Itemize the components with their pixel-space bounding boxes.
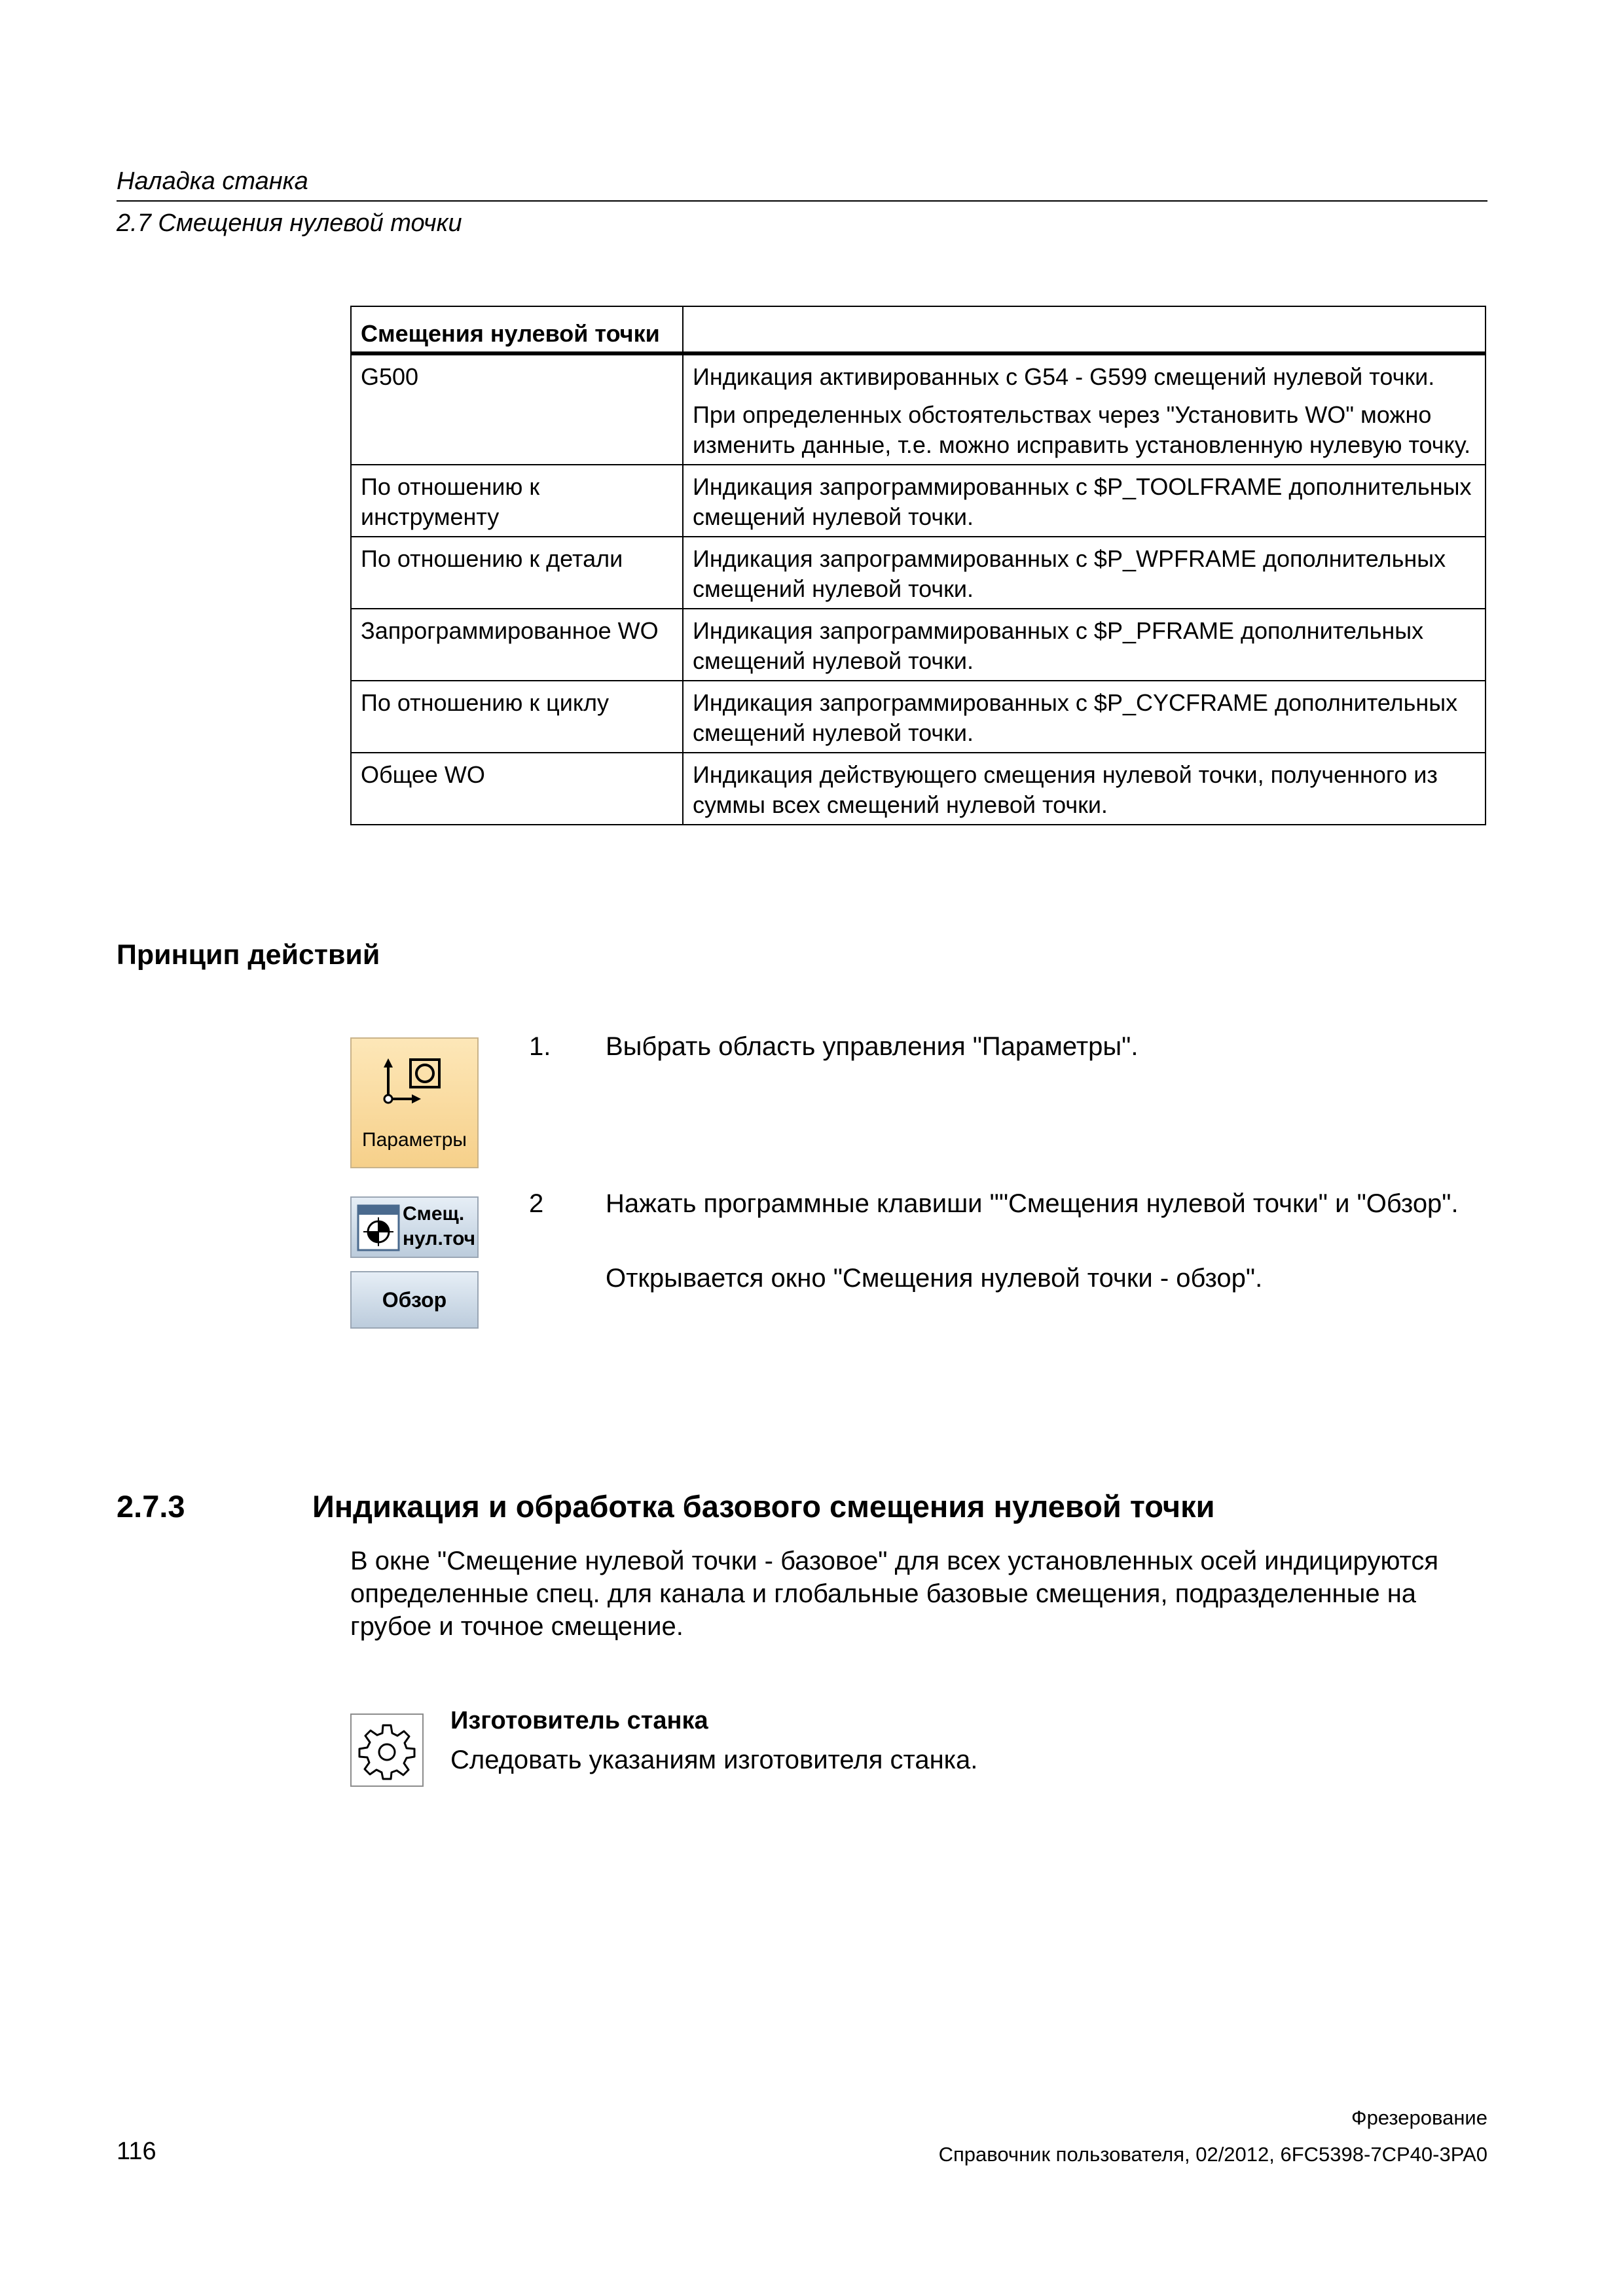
parameters-softkey-label: Параметры	[362, 1129, 467, 1151]
step-number: 2	[529, 1189, 544, 1218]
table-cell-name: По отношению к инструменту	[351, 465, 683, 537]
table-cell-name: По отношению к циклу	[351, 681, 683, 753]
footer-document: Справочник пользователя, 02/2012, 6FC5398-7CP40-3PA0	[938, 2143, 1487, 2166]
table-header-cell: Смещения нулевой точки	[351, 306, 683, 353]
zero-offsets-table	[350, 306, 1486, 825]
subsection-body: В окне "Смещение нулевой точки - базовое" для всех установленных осей индицируются определенные спец. для канала и глобальные базовые смещения, подразделенные на грубое и точное смещение.	[350, 1547, 1439, 1641]
table-row	[351, 537, 1486, 609]
parameters-icon	[374, 1053, 446, 1112]
table-cell-paragraph: Индикация активированных с G54 - G599 смещений нулевой точки.	[693, 363, 1435, 390]
zero-offset-softkey-line2: нул.точ	[403, 1228, 476, 1249]
table-cell-name: Запрограммированное WO	[351, 609, 683, 681]
step-text: Выбрать область управления "Параметры".	[606, 1032, 1139, 1061]
overview-softkey[interactable]	[350, 1271, 479, 1329]
manufacturer-note-title: Изготовитель станка	[450, 1707, 708, 1734]
table-row	[351, 353, 1486, 465]
table-cell-desc: Индикация запрограммированных с $P_PFRAME дополнительных смещений нулевой точки.	[683, 609, 1486, 681]
table-header-row	[351, 306, 1486, 353]
page-number: 116	[117, 2138, 156, 2165]
manufacturer-note-text: Следовать указаниям изготовителя станка.	[450, 1746, 978, 1774]
zero-offset-icon	[357, 1204, 400, 1251]
subsection-title: Индикация и обработка базового смещения нулевой точки	[312, 1489, 1215, 1524]
step-number: 1.	[529, 1032, 551, 1061]
table-cell-desc: Индикация запрограммированных с $P_WPFRAME дополнительных смещений нулевой точки.	[683, 537, 1486, 609]
table-cell-name: Общее WO	[351, 753, 683, 825]
table-row	[351, 609, 1486, 681]
table-cell-desc	[683, 353, 1486, 465]
zero-offset-softkey-line1: Смещ.	[403, 1203, 465, 1225]
table-cell-desc: Индикация действующего смещения нулевой точки, полученного из суммы всех смещений нулевой точки.	[683, 753, 1486, 825]
table-cell-name: По отношению к детали	[351, 537, 683, 609]
table-row	[351, 681, 1486, 753]
zero-offset-softkey-label	[403, 1202, 475, 1251]
table-cell-paragraph: При определенных обстоятельствах через "Установить WO" можно изменить данные, т.е. можно исправить установленную нулевую точку.	[693, 401, 1471, 458]
table-cell-name: G500	[351, 353, 683, 465]
table-cell-desc: Индикация запрограммированных с $P_CYCFRAME дополнительных смещений нулевой точки.	[683, 681, 1486, 753]
overview-softkey-label: Обзор	[382, 1288, 447, 1312]
running-header-section: 2.7 Смещения нулевой точки	[117, 209, 462, 237]
header-rule	[117, 200, 1487, 202]
manufacturer-note-icon-box	[350, 1713, 424, 1787]
running-header-chapter: Наладка станка	[117, 168, 308, 195]
footer-product: Фрезерование	[1351, 2106, 1487, 2129]
zero-offset-softkey[interactable]	[350, 1196, 479, 1258]
table-cell-desc: Индикация запрограммированных с $P_TOOLFRAME дополнительных смещений нулевой точки.	[683, 465, 1486, 537]
step-text: Нажать программные клавиши ""Смещения нулевой точки" и "Обзор".	[606, 1189, 1459, 1218]
parameters-softkey[interactable]	[350, 1037, 479, 1168]
step-result-text: Открывается окно "Смещения нулевой точки - обзор".	[606, 1264, 1263, 1293]
section-heading: Принцип действий	[117, 939, 380, 971]
gear-icon	[356, 1719, 418, 1782]
table-row	[351, 753, 1486, 825]
table-row	[351, 465, 1486, 537]
subsection-number: 2.7.3	[117, 1489, 185, 1524]
table-header-cell	[683, 306, 1486, 353]
